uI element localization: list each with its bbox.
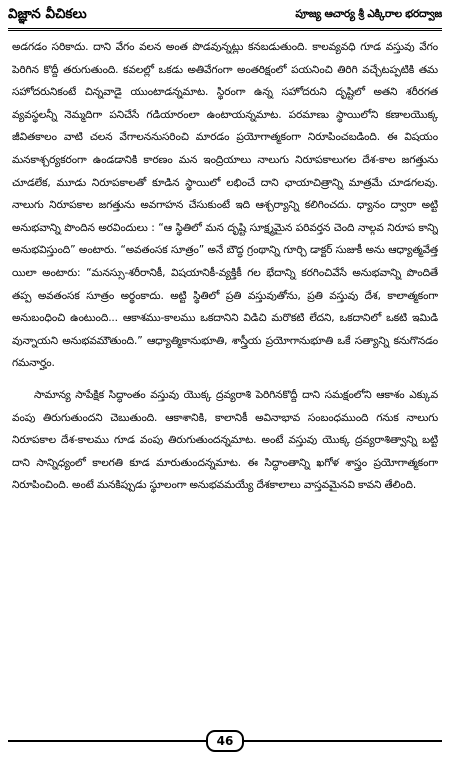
paragraph: సామాన్య సాపేక్షిక సిద్ధాంతం వస్తువు యొక్క ద్రవ్యరాశి పెరిగినకొద్దీ దాని సమక్షంలోని ఆకాశం ఎక్కువ వంపు తిరుగుతుందని చెబుతుంది. ఆకాశానికి, కాలానికీ అవినాభావ సంబంధముంది గనుక నాలుగు నిరూపకాల దేశ-కాలము గూడ వంపు తిరుగుతుందన్నమాట. అంటే వస్తువు యొక్క ద్రవ్యరాశిత్వాన్ని బట్టి దాని సాన్నిధ్యంలో కాలగతి కూడ మారుతుందన్నమాట. ఈ సిద్ధాంతాన్ని ఖగోళ శాస్త్రం ప్రయోగాత్మకంగా నిరూపించింది. అంటే మనకిప్పుడు స్థూలంగా అనుభవమయ్యే దేశకాలాలు వాస్తవమైనవి కావని తేలింది. <box>12 388 438 492</box>
header-rule <box>8 28 442 31</box>
running-header <box>8 4 442 26</box>
body-text <box>12 36 438 724</box>
paragraph: అడగడం సరికాదు. దాని వేగం వలన అంత పొడవున్నట్లు కనబడుతుంది. కాలవ్యవధి గూడ వస్తువు వేగం పెరిగిన కొద్దీ తరుగుతుంది. కవలల్లో ఒకడు అతివేగంగా అంతరిక్షంలో పయనించి తిరిగి వచ్చేటప్పటికి తమ సహోదరునికంటే చిన్నవాడై యుంటాడన్నమాట. స్థిరంగా ఉన్న సహోదరుని దృష్టిలో అతని శరీరగత వ్యవస్థలన్నీ నెమ్మదిగా పనిచేసే గడియారంలా ఉంటాయన్నమాట. పరమాణు స్థాయిలోని కణాలయొక్క జీవితకాలం వాటి చలన వేగాలననుసరించి మారడం ప్రయోగాత్మకంగా నిరూపించబడింది. ఈ విషయం మనకాశ్చర్యకరంగా ఉండడానికి కారణం మన ఇంద్రియాలు నాలుగు నిరూపకాలుగల దేశ-కాల జగత్తును చూడలేక, మూడు నిరూపకాలతో కూడిన స్థాయిలో లభించే దాని ఛాయాచిత్రాన్ని మాత్రమే చూడగలవు. నాలుగు నిరూపకాల జగత్తును అవగాహన చేసుకుంటే ఇది ఆశ్చర్యాన్ని కలిగించదు. ధ్యానం ద్వారా అట్టి అనుభవాన్ని పొందిన అరవిందులు : “ఆ స్థితిలో మన దృష్టి సూక్ష్మమైన పరివర్తన చెంది నాల్గవ నిరూప కాన్ని అనుభవిస్తుంది” అంటారు. “అవతంసక సూత్రం” అనే బౌద్ధ గ్రంథాన్ని గూర్చి డాక్టర్ సుజుకీ అను ఆధ్యాత్మవేత్త యిలా అంటారు: “మనస్సు-శరీరానికీ, విషయానికీ-వ్యక్తికీ గల భేదాన్ని కరగించివేసే అనుభవాన్ని పొందితే తప్ప అవతంసక సూత్రం అర్థంకాదు. అట్టి స్థితిలో ప్రతి వస్తువుతోను, ప్రతి వస్తువు దేశ, కాలాత్మకంగా అనుబంధించి ఉంటుంది... ఆకాశము-కాలము ఒకదానిని విడిచి మరొకటి లేదని, ఒకదానిలో ఒకటి ఇమిడి వున్నాయని అనుభవమౌతుంది.” ఆధ్యాత్మికానుభూతి, శాస్త్రీయ ప్రయోగానుభూతి ఒకే సత్యాన్ని కనుగొనడం గమనార్హం. <box>12 41 438 370</box>
author-name: పూజ్య ఆచార్య శ్రీ ఎక్కిరాల భరద్వాజ <box>295 7 442 20</box>
page-number: 46 <box>206 730 244 752</box>
book-title: విజ్ఞాన వీచికలు <box>8 5 87 22</box>
